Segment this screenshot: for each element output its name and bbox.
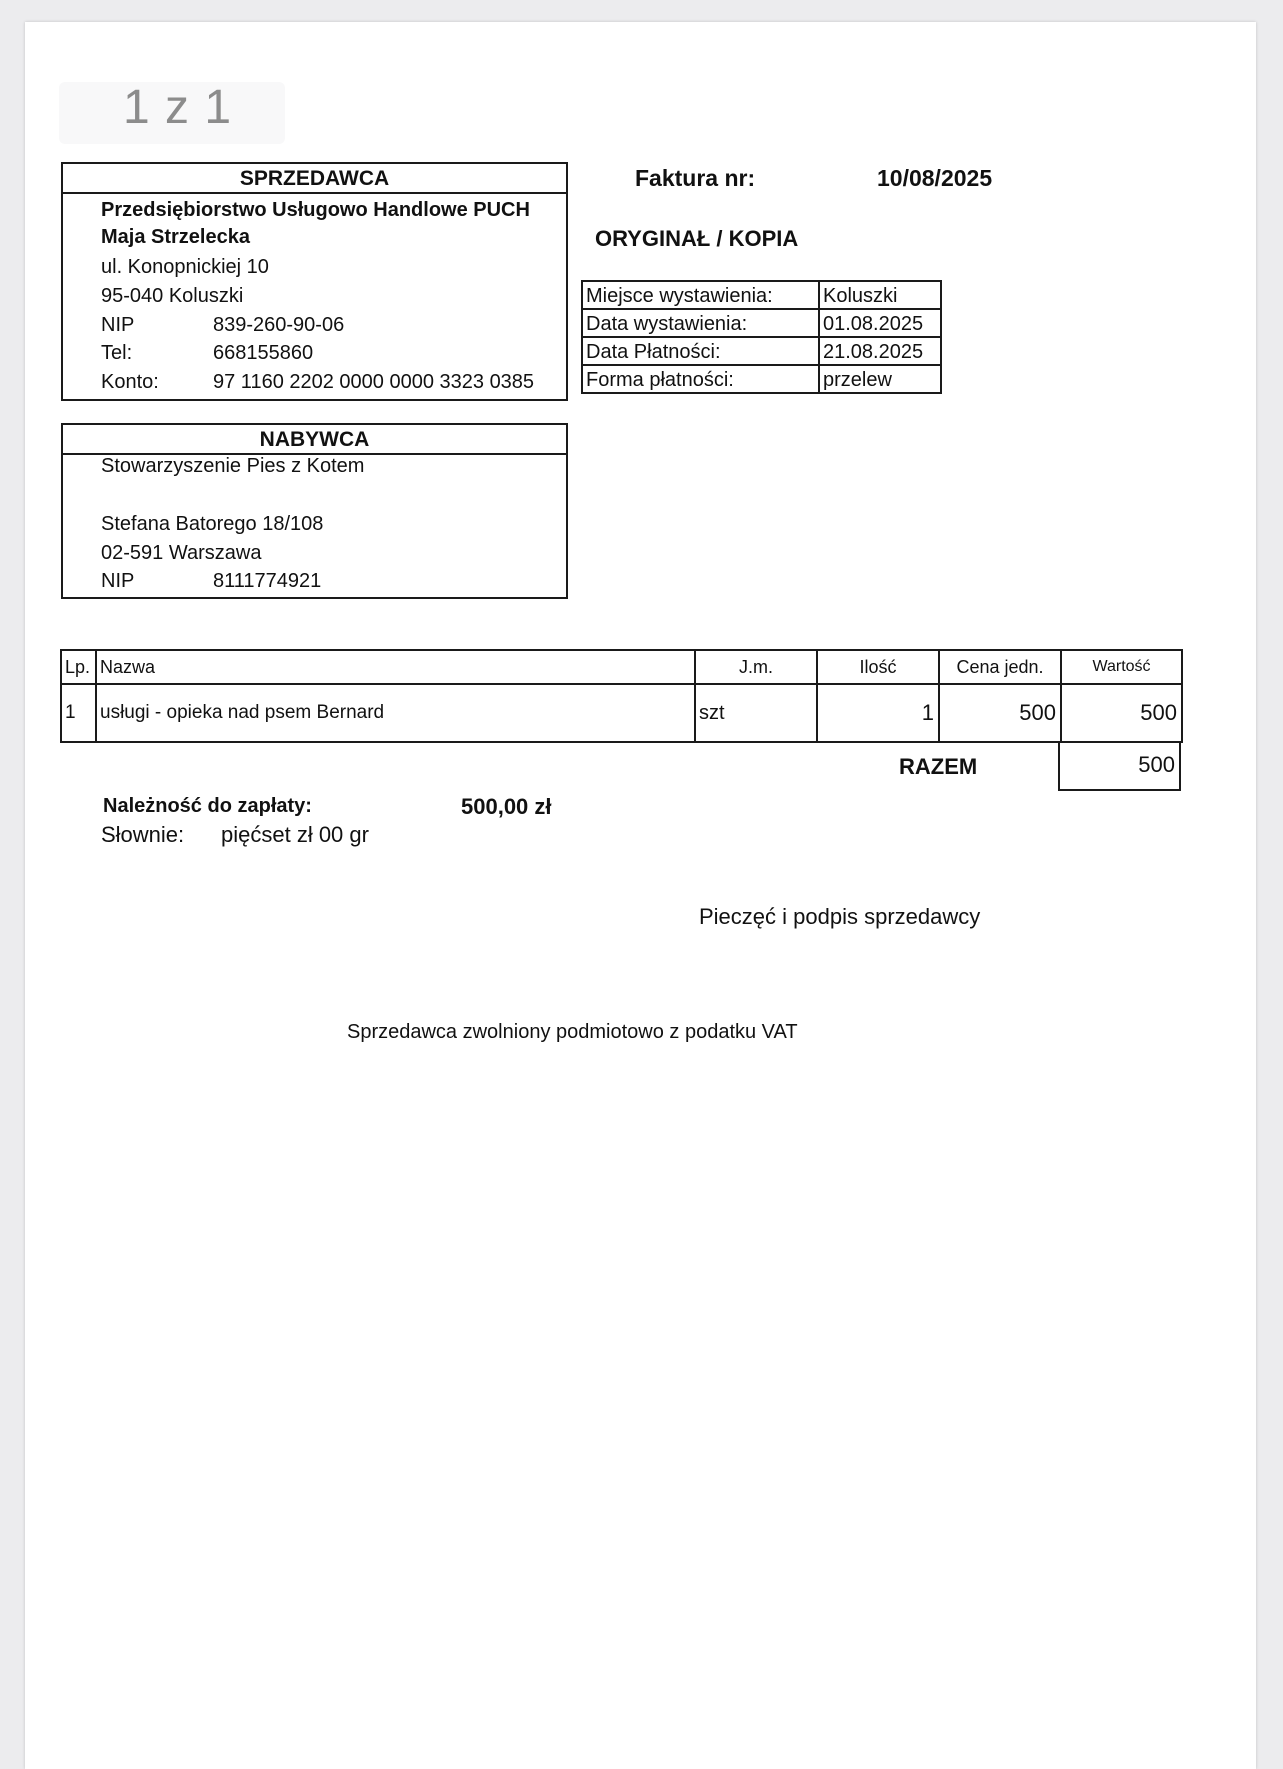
buyer-name: Stowarzyszenie Pies z Kotem [101, 455, 365, 477]
invoice-page [25, 22, 1256, 1769]
col-price-header: Cena jedn. [939, 650, 1061, 684]
amount-due: 500,00 zł [461, 794, 552, 819]
invoice-number-label: Faktura nr: [635, 165, 756, 191]
buyer-header: NABYWCA [63, 425, 566, 455]
meta-value: Koluszki [819, 281, 941, 309]
seller-nip: 839-260-90-06 [213, 314, 345, 336]
meta-label: Forma płatności: [582, 365, 819, 393]
row-lp: 1 [61, 684, 96, 742]
meta-row [582, 337, 941, 365]
seller-person: Maja Strzelecka [101, 226, 250, 248]
total-value: 500 [1058, 741, 1181, 791]
meta-row [582, 281, 941, 309]
signature-label: Pieczęć i podpis sprzedawcy [699, 904, 981, 929]
meta-value: 21.08.2025 [819, 337, 941, 365]
seller-city: 95-040 Koluszki [101, 285, 244, 307]
seller-street: ul. Konopnickiej 10 [101, 256, 269, 278]
amount-words: pięćset zł 00 gr [221, 822, 369, 847]
row-unit-price: 500 [939, 684, 1061, 742]
row-qty: 1 [817, 684, 939, 742]
buyer-street: Stefana Batorego 18/108 [101, 513, 324, 535]
invoice-meta-table [581, 280, 942, 394]
meta-value: przelew [819, 365, 941, 393]
seller-tel-label: Tel: [101, 342, 133, 364]
seller-account-label: Konto: [101, 371, 159, 393]
copy-type: ORYGINAŁ / KOPIA [595, 226, 799, 251]
meta-label: Data wystawienia: [582, 309, 819, 337]
col-qty-header: Ilość [817, 650, 939, 684]
buyer-city: 02-591 Warszawa [101, 542, 262, 564]
seller-box [61, 162, 568, 401]
amount-words-label: Słownie: [101, 822, 185, 847]
meta-label: Miejsce wystawienia: [582, 281, 819, 309]
meta-row [582, 309, 941, 337]
row-name: usługi - opieka nad psem Bernard [96, 684, 695, 742]
total-label: RAZEM [899, 754, 978, 779]
meta-row [582, 365, 941, 393]
seller-nip-label: NIP [101, 314, 135, 336]
col-name-header: Nazwa [96, 650, 695, 684]
seller-account: 97 1160 2202 0000 0000 3323 0385 [213, 371, 535, 393]
col-lp-header: Lp. [61, 650, 96, 684]
col-unit-header: J.m. [695, 650, 817, 684]
buyer-nip-label: NIP [101, 570, 135, 592]
meta-label: Data Płatności: [582, 337, 819, 365]
items-table [60, 649, 1183, 743]
vat-exemption-note: Sprzedawca zwolniony podmiotowo z podatku VAT [347, 1021, 798, 1043]
row-value: 500 [1061, 684, 1182, 742]
items-header-row [61, 650, 1182, 684]
table-row [61, 684, 1182, 742]
invoice-number: 10/08/2025 [877, 165, 993, 191]
seller-tel: 668155860 [213, 342, 314, 364]
col-value-header: Wartość [1061, 650, 1182, 684]
buyer-nip: 8111774921 [213, 570, 322, 592]
seller-header: SPRZEDAWCA [63, 164, 566, 194]
row-unit: szt [695, 684, 817, 742]
page-indicator: 1 z 1 [123, 81, 233, 134]
meta-value: 01.08.2025 [819, 309, 941, 337]
amount-due-label: Należność do zapłaty: [103, 795, 312, 817]
seller-company: Przedsiębiorstwo Usługowo Handlowe PUCH [101, 199, 530, 221]
